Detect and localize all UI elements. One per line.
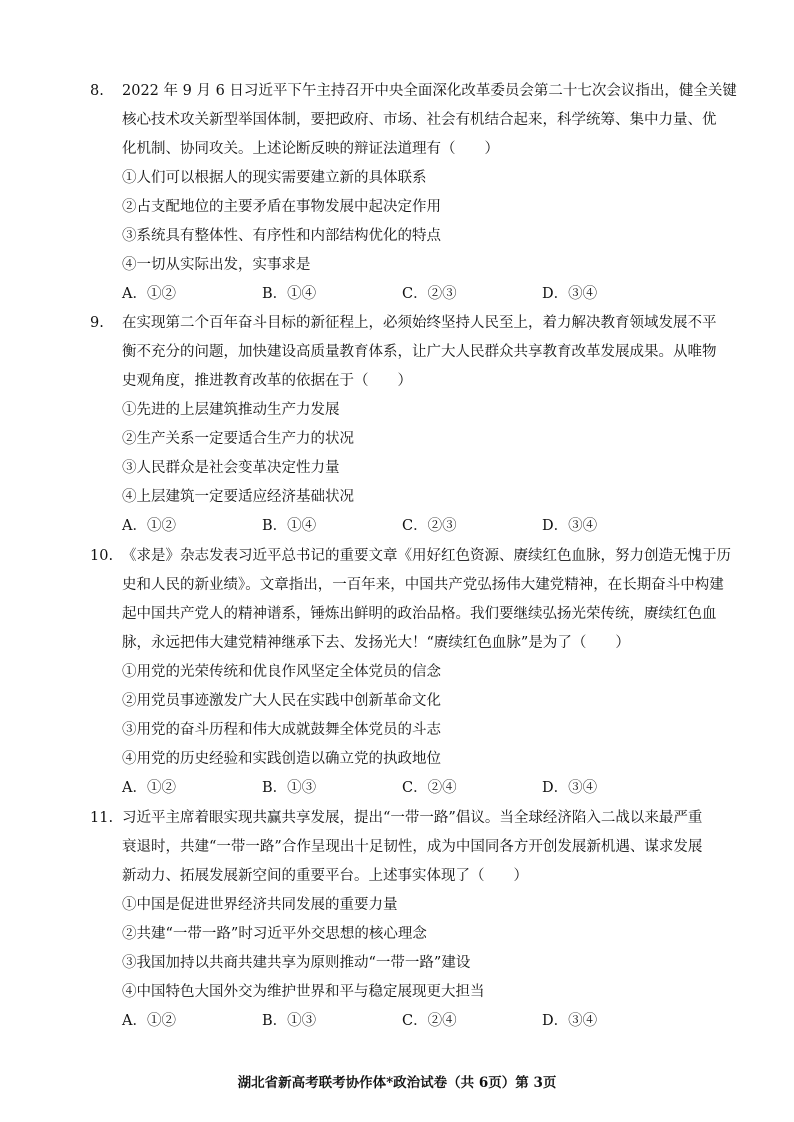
choice-d: D．③④ xyxy=(542,518,598,534)
choice-c: C．②③ xyxy=(402,286,457,302)
choice-c: C．②④ xyxy=(402,1013,457,1029)
statement-option: ③人民群众是社会变革决定性力量 xyxy=(122,460,340,476)
choice-b: B．①③ xyxy=(262,1013,317,1029)
choice-a: A．①② xyxy=(122,1013,176,1029)
statement-option: ③我国加持以共商共建共享为原则推动“一带一路”建设 xyxy=(122,955,471,971)
statement-option: ④上层建筑一定要适应经济基础状况 xyxy=(122,489,354,505)
question-stem-line: 核心技术攻关新型举国体制，要把政府、市场、社会有机结合起来，科学统筹、集中力量、优 xyxy=(122,112,717,128)
choice-c: C．②③ xyxy=(402,518,457,534)
statement-option: ③系统具有整体性、有序性和内部结构优化的特点 xyxy=(122,228,441,244)
question-stem-line: 史和人民的新业绩》。文章指出，一百年来，中国共产党弘扬伟大建党精神，在长期奋斗中构建 xyxy=(122,577,724,593)
choice-c: C．②④ xyxy=(402,780,457,796)
statement-option: ②生产关系一定要适合生产力的状况 xyxy=(122,431,354,447)
question-stem-line: 衡不充分的问题，加快建设高质量教育体系，让广大人民群众共享教育改革发展成果。从唯物 xyxy=(122,344,717,360)
question-stem-line: 脉，永远把伟大建党精神继承下去、发扬光大！“赓续红色血脉”是为了（ ） xyxy=(122,635,630,651)
statement-option: ④用党的历史经验和实践创造以确立党的执政地位 xyxy=(122,751,441,767)
answer-choices xyxy=(90,512,720,541)
question-stem-line: 起中国共产党人的精神谱系，锤炼出鲜明的政治品格。我们要继续弘扬光荣传统，赓续红色血 xyxy=(122,606,717,622)
answer-choices xyxy=(90,280,720,309)
choice-a: A．①② xyxy=(122,518,176,534)
question-stem-line: 史观角度，推进教育改革的依据在于（ ） xyxy=(122,373,412,389)
question-stem-line: 衰退时，共建“一带一路”合作呈现出十足韧性，成为中国同各方开创发展新机遇、谋求发展 xyxy=(122,839,703,855)
question-11 xyxy=(90,804,720,1036)
statement-option: ①中国是促进世界经济共同发展的重要力量 xyxy=(122,897,398,913)
question-stem-line: 化机制、协同攻关。上述论断反映的辩证法道理有（ ） xyxy=(122,141,499,157)
statement-option: ④一切从实际出发，实事求是 xyxy=(122,257,311,273)
answer-choices xyxy=(90,1007,720,1036)
statement-option: ①人们可以根据人的现实需要建立新的具体联系 xyxy=(122,170,427,186)
statement-option: ③用党的奋斗历程和伟大成就鼓舞全体党员的斗志 xyxy=(122,722,441,738)
question-10 xyxy=(90,542,731,803)
question-number: 10. xyxy=(90,548,114,564)
question-stem-line: 9. 在实现第二个百年奋斗目标的新征程上，必须始终坚持人民至上，着力解决教育领域发展不平 xyxy=(90,309,720,338)
page-footer: 湖北省新高考联考协作体*政治试卷（共 6页）第 3页 xyxy=(237,1075,557,1091)
statement-option: ②用党员事迹激发广大人民在实践中创新革命文化 xyxy=(122,693,441,709)
statement-option: ④中国特色大国外交为维护世界和平与稳定展现更大担当 xyxy=(122,984,485,1000)
question-number: 9. xyxy=(90,315,104,331)
question-number: 8. xyxy=(90,83,104,99)
choice-d: D．③④ xyxy=(542,1013,598,1029)
choice-a: A．①② xyxy=(122,780,176,796)
choice-b: B．①④ xyxy=(262,286,317,302)
statement-option: ①先进的上层建筑推动生产力发展 xyxy=(122,402,340,418)
choice-b: B．①③ xyxy=(262,780,317,796)
question-number: 11. xyxy=(90,810,114,826)
choice-b: B．①④ xyxy=(262,518,317,534)
question-stem-line: 新动力、拓展发展新空间的重要平台。上述事实体现了（ ） xyxy=(122,868,528,884)
question-stem-line: 11. 习近平主席着眼实现共赢共享发展，提出“一带一路”倡议。当全球经济陷入二战以来最严重 xyxy=(90,804,720,833)
question-stem-line: 10. 《求是》杂志发表习近平总书记的重要文章《用好红色资源、赓续红色血脉，努力创造无愧于历 xyxy=(90,542,720,571)
choice-a: A．①② xyxy=(122,286,176,302)
question-9 xyxy=(90,309,720,541)
statement-option: ①用党的光荣传统和优良作风坚定全体党员的信念 xyxy=(122,664,441,680)
statement-option: ②共建“一带一路”时习近平外交思想的核心理念 xyxy=(122,926,427,942)
question-stem-line: 8. 2022 年 9 月 6 日习近平下午主持召开中央全面深化改革委员会第二十七次会议指出，健全关键 xyxy=(90,77,720,106)
statement-option: ②占支配地位的主要矛盾在事物发展中起决定作用 xyxy=(122,199,441,215)
answer-choices xyxy=(90,774,720,803)
choice-d: D．③④ xyxy=(542,286,598,302)
question-8 xyxy=(90,77,737,309)
choice-d: D．③④ xyxy=(542,780,598,796)
